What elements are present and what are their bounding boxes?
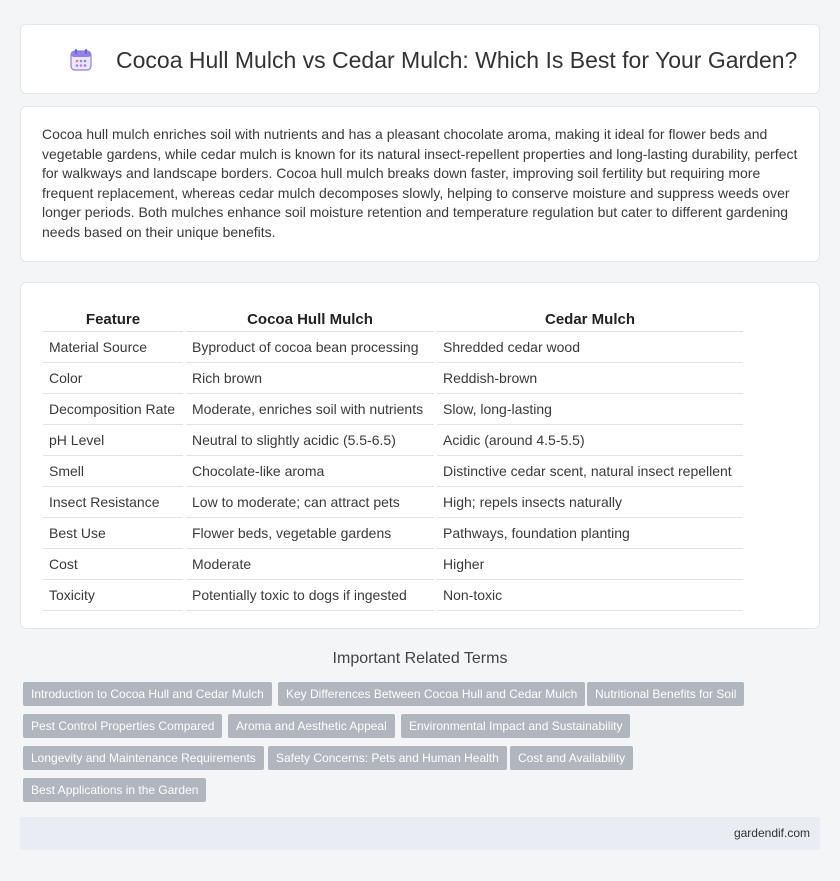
related-term-tag[interactable]: Cost and Availability	[510, 746, 633, 770]
related-term-tag[interactable]: Environmental Impact and Sustainability	[401, 714, 630, 738]
cell-feature: Color	[43, 363, 183, 394]
cell-cedar: Non-toxic	[437, 580, 743, 611]
footer-site-link[interactable]: gardendif.com	[733, 826, 810, 840]
table-row	[43, 549, 743, 580]
cell-feature: Best Use	[43, 518, 183, 549]
table-row	[43, 456, 743, 487]
column-header-feature: Feature	[43, 305, 183, 332]
related-term-tag[interactable]: Introduction to Cocoa Hull and Cedar Mulch	[23, 682, 272, 706]
footer	[20, 817, 820, 850]
related-term-tag[interactable]: Nutritional Benefits for Soil	[587, 682, 744, 706]
comparison-table	[43, 305, 743, 611]
table-row	[43, 487, 743, 518]
cell-cocoa: Neutral to slightly acidic (5.5-6.5)	[186, 425, 434, 456]
table-row	[43, 425, 743, 456]
cell-cedar: Higher	[437, 549, 743, 580]
intro-card	[20, 106, 820, 262]
table-row	[43, 394, 743, 425]
cell-feature: Smell	[43, 456, 183, 487]
cell-cedar: Slow, long-lasting	[437, 394, 743, 425]
related-term-tag[interactable]: Longevity and Maintenance Requirements	[23, 746, 264, 770]
cell-feature: Decomposition Rate	[43, 394, 183, 425]
column-header-cedar: Cedar Mulch	[437, 305, 743, 332]
related-term-tag[interactable]: Best Applications in the Garden	[23, 778, 206, 802]
table-row	[43, 518, 743, 549]
related-term-tag[interactable]: Key Differences Between Cocoa Hull and Cedar Mulch	[278, 682, 585, 706]
cell-cocoa: Potentially toxic to dogs if ingested	[186, 580, 434, 611]
cell-feature: Material Source	[43, 332, 183, 363]
cell-cedar: Acidic (around 4.5-5.5)	[437, 425, 743, 456]
cell-cocoa: Byproduct of cocoa bean processing	[186, 332, 434, 363]
cell-feature: Insect Resistance	[43, 487, 183, 518]
intro-text: Cocoa hull mulch enriches soil with nutrients and has a pleasant chocolate aroma, making it ideal for flower beds and vegetable gardens, while cedar mulch is known for its natural insect-repellent properties and long-lasting durability, perfect for walkways and landscape borders. Cocoa hull mulch breaks down faster, improving soil fertility but requiring more frequent replacement, whereas cedar mulch decomposes slowly, helping to conserve moisture and suppress weeds over longer periods. Both mulches enhance soil moisture retention and temperature regulation but cater to different gardening needs based on their unique benefits.	[42, 126, 798, 240]
table-header-row	[43, 305, 743, 332]
calendar-icon	[69, 48, 93, 72]
cell-cedar: Distinctive cedar scent, natural insect repellent	[437, 456, 743, 487]
cell-feature: pH Level	[43, 425, 183, 456]
table-row	[43, 363, 743, 394]
cell-cedar: Reddish-brown	[437, 363, 743, 394]
cell-cocoa: Moderate	[186, 549, 434, 580]
cell-feature: Cost	[43, 549, 183, 580]
cell-cocoa: Moderate, enriches soil with nutrients	[186, 394, 434, 425]
cell-cocoa: Flower beds, vegetable gardens	[186, 518, 434, 549]
related-term-tag[interactable]: Aroma and Aesthetic Appeal	[228, 714, 395, 738]
cell-cedar: Pathways, foundation planting	[437, 518, 743, 549]
cell-cocoa: Rich brown	[186, 363, 434, 394]
cell-cedar: Shredded cedar wood	[437, 332, 743, 363]
related-term-tag[interactable]: Safety Concerns: Pets and Human Health	[268, 746, 507, 770]
comparison-table-card	[20, 282, 820, 629]
related-term-tag[interactable]: Pest Control Properties Compared	[23, 714, 222, 738]
table-row	[43, 580, 743, 611]
page-title: Cocoa Hull Mulch vs Cedar Mulch: Which Is Best for Your Garden?	[116, 47, 798, 73]
related-terms-title: Important Related Terms	[332, 650, 508, 667]
cell-cocoa: Chocolate-like aroma	[186, 456, 434, 487]
cell-cocoa: Low to moderate; can attract pets	[186, 487, 434, 518]
cell-cedar: High; repels insects naturally	[437, 487, 743, 518]
header-card	[20, 24, 820, 94]
cell-feature: Toxicity	[43, 580, 183, 611]
table-row	[43, 332, 743, 363]
column-header-cocoa: Cocoa Hull Mulch	[186, 305, 434, 332]
